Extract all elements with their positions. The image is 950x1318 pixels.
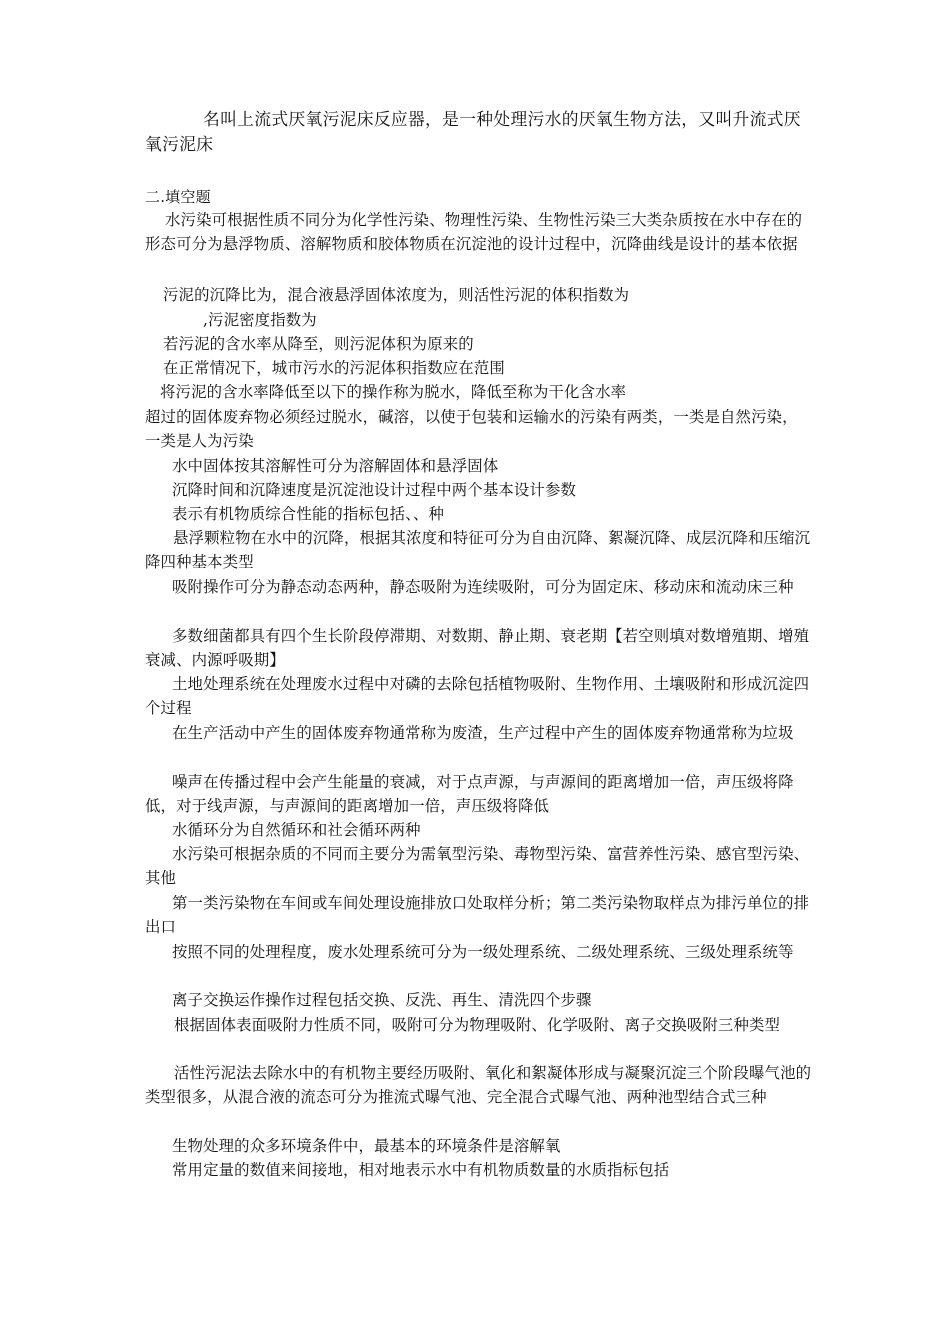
paragraph-18: 水污染可根据杂质的不同而主要分为需氧型污染、毒物型污染、富营养性污染、感官型污染、其他	[145, 845, 810, 888]
paragraph-20: 按照不同的处理程度，废水处理系统可分为一级处理系统、二级处理系统、三级处理系统等	[172, 943, 794, 961]
paragraph-12: 吸附操作可分为静态动态两种，静态吸附为连续吸附，可分为固定床、移动床和流动床三种	[172, 578, 794, 596]
paragraph-21: 离子交换运作操作过程包括交换、反洗、再生、清洗四个步骤	[172, 991, 592, 1009]
paragraph-13: 多数细菌都具有四个生长阶段停滞期、对数期、静止期、衰老期【若空则填对数增殖期、增殖衰减、内源呼吸期】	[145, 627, 810, 670]
paragraph-10: 表示有机物质综合性能的指标包括、、种	[172, 505, 445, 523]
paragraph-7: 超过的固体废弃物必须经过脱水，碱溶，以使于包装和运输水的污染有两类，一类是自然污染，一类是人为污染	[145, 408, 798, 451]
paragraph-5: 在正常情况下，城市污水的污泥体积指数应在范围	[163, 359, 505, 377]
paragraph-22: 根据固体表面吸附力性质不同，吸附可分为物理吸附、化学吸附、离子交换吸附三种类型	[174, 1016, 781, 1034]
paragraph-8: 水中固体按其溶解性可分为溶解固体和悬浮固体	[172, 457, 499, 475]
paragraph-1: 水污染可根据性质不同分为化学性污染、物理性污染、生物性污染三大类杂质按在水中存在的形态可分为悬浮物质、溶解物质和胶体物质在沉淀池的设计过程中，沉降曲线是设计的基本依据	[145, 211, 803, 254]
paragraph-14: 土地处理系统在处理废水过程中对磷的去除包括植物吸附、生物作用、土壤吸附和形成沉淀四个过程	[145, 675, 810, 718]
paragraph-19: 第一类污染物在车间或车间处理设施排放口处取样分析；第二类污染物取样点为排污单位的排出口	[145, 894, 810, 937]
paragraph-3: ,污泥密度指数为	[203, 311, 317, 329]
paragraph-15: 在生产活动中产生的固体废弃物通常称为废渣，生产过程中产生的固体废弃物通常称为垃圾	[172, 724, 794, 742]
paragraph-2: 污泥的沉降比为，混合液悬浮固体浓度为，则活性污泥的体积指数为	[163, 286, 630, 304]
paragraph-11: 悬浮颗粒物在水中的沉降，根据其浓度和特征可分为自由沉降、絮凝沉降、成层沉降和压缩沉降四种基本类型	[145, 529, 811, 572]
paragraph-16: 噪声在传播过程中会产生能量的衰减，对于点声源，与声源间的距离增加一倍，声压级将降低，对于线声源，与声源间的距离增加一倍，声压级将降低	[145, 773, 794, 816]
paragraph-24: 生物处理的众多环境条件中，最基本的环境条件是溶解氧	[172, 1137, 561, 1155]
paragraph-9: 沉降时间和沉降速度是沉淀池设计过程中两个基本设计参数	[172, 481, 577, 499]
section-heading: 二.填空题	[145, 188, 211, 206]
paragraph-17: 水循环分为自然循环和社会循环两种	[172, 821, 421, 839]
paragraph-6: 将污泥的含水率降低至以下的操作称为脱水，降低至称为干化含水率	[160, 383, 627, 401]
paragraph-23: 活性污泥法去除水中的有机物主要经历吸附、氧化和絮凝体形成与凝聚沉淀三个阶段曝气池的类型很多，从混合液的流态可分为推流式曝气池、完全混合式曝气池、两种池型结合式三种	[145, 1064, 812, 1107]
intro-paragraph: 名叫上流式厌氧污泥床反应器，是一种处理污水的厌氧生物方法，又叫升流式厌氧污泥床	[145, 109, 801, 154]
paragraph-4: 若污泥的含水率从降至，则污泥体积为原来的	[163, 335, 474, 353]
paragraph-25: 常用定量的数值来间接地，相对地表示水中有机物质数量的水质指标包括	[172, 1161, 670, 1179]
